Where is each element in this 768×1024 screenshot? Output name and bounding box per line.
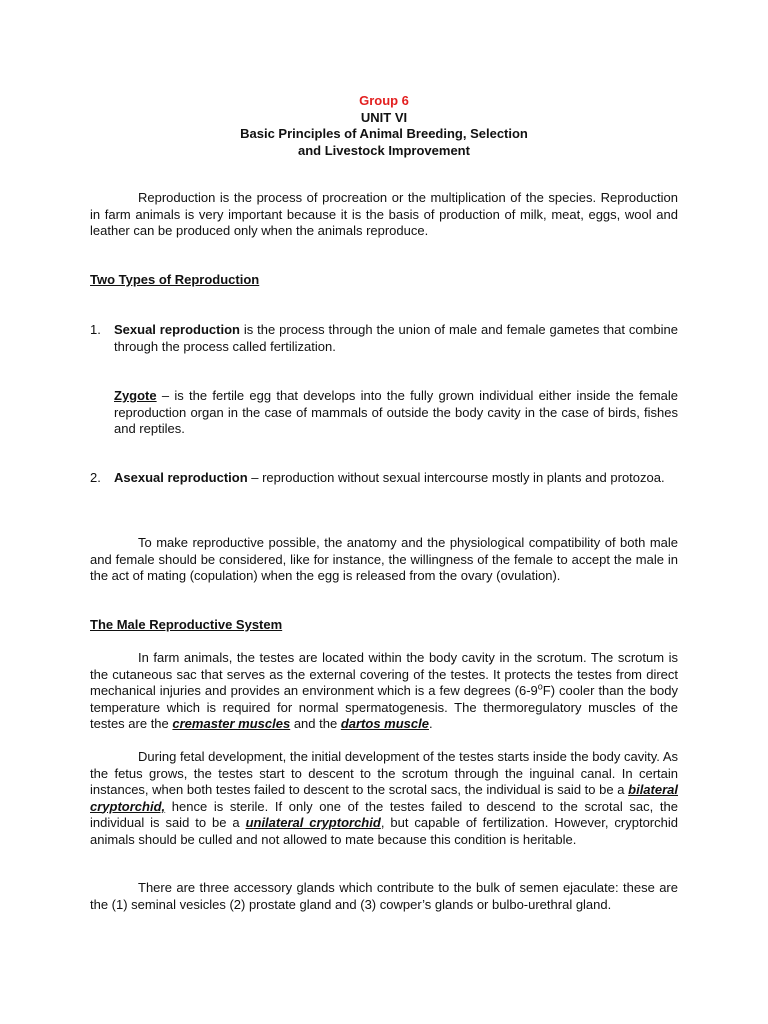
paragraph-text: and the bbox=[290, 716, 341, 731]
term-bilateral-cryptorchid: bilateral cryptorchid, bbox=[90, 782, 678, 814]
list-number: 1. bbox=[90, 322, 101, 337]
male-system-paragraph-3 bbox=[90, 880, 678, 913]
paragraph-text: During fetal development, the initial development of the testes starts inside the body cavity. As the fetus grows, the testes start to descent to the scrotum through the inguinal canal. In certain instances, when both testes failed to descent to the scrotal sacs, the individual is said to be a bbox=[90, 749, 678, 797]
unit-label: UNIT VI bbox=[360, 109, 408, 125]
term-sexual-reproduction: Sexual reproduction bbox=[114, 322, 240, 337]
paragraph-text: In farm animals, the testes are located within the body cavity in the scrotum. The scrotum is the cutaneous sac that serves as the external covering of the testes. It protects the testes from direct mechanical injuries and provides an environment which is a few degrees (6-9 bbox=[90, 650, 678, 698]
paragraph-text: F) cooler than the body temperature which is required for normal spermatogenesis. The thermoregulatory muscles of the testes are the bbox=[90, 683, 678, 731]
term-asexual-reproduction: Asexual reproduction bbox=[114, 470, 248, 485]
list-number: 2. bbox=[90, 470, 101, 485]
intro-text: Reproduction is the process of procreation or the multiplication of the species. Reproduction in farm animals is very important because it is the basis of production of milk, meat, eggs, wool and leather can be produced only when the animals reproduce. bbox=[90, 190, 678, 238]
section-heading-male-reproductive-system: The Male Reproductive System bbox=[90, 617, 283, 632]
list-item-asexual-reproduction bbox=[90, 470, 678, 487]
title-line-1: Basic Principles of Animal Breeding, Selection bbox=[240, 126, 528, 141]
paragraph-text: hence is sterile. If only one of the testes failed to descend to the scrotal sac, the individual is said to be a bbox=[90, 798, 678, 830]
term-cremaster-muscles: cremaster muscles bbox=[172, 716, 291, 731]
degree-superscript: o bbox=[537, 681, 543, 692]
male-system-paragraph-2 bbox=[90, 749, 678, 848]
group-label: Group 6 bbox=[359, 93, 409, 108]
asexual-reproduction-definition: – reproduction without sexual intercourse mostly in plants and protozoa. bbox=[247, 470, 665, 485]
term-zygote: Zygote bbox=[114, 388, 157, 403]
title-line-2: and Livestock Improvement bbox=[298, 142, 470, 158]
intro-paragraph bbox=[90, 190, 678, 240]
term-unilateral-cryptorchid: unilateral cryptorchid bbox=[245, 815, 381, 830]
closing-text: To make reproductive possible, the anatomy and the physiological compatibility of both male and female should be considered, like for instance, the willingness of the female to accept the male in the act of mating (copulation) when the egg is released from the ovary (ovulation). bbox=[90, 535, 678, 583]
accessory-glands-text: There are three accessory glands which contribute to the bulk of semen ejaculate: these are the (1) seminal vesicles (2) prostate gland and (3) cowper’s glands or bulbo-urethral gland. bbox=[90, 880, 678, 912]
zygote-text: – is the fertile egg that develops into the fully grown individual either inside the female reproduction organ in the case of mammals of outside the body cavity in the case of birds, fishes and reptiles. bbox=[114, 388, 678, 436]
male-system-paragraph-1 bbox=[90, 650, 678, 733]
list-item-sexual-reproduction bbox=[90, 322, 678, 355]
zygote-definition bbox=[114, 388, 678, 438]
document-title-block bbox=[0, 93, 768, 159]
term-dartos-muscle: dartos muscle bbox=[340, 716, 429, 731]
sexual-reproduction-definition: is the process through the union of male and female gametes that combine through the process called fertilization. bbox=[114, 322, 678, 354]
paragraph-text: , but capable of fertilization. However, cryptorchid animals should be culled and not allowed to mate because this condition is heritable. bbox=[90, 815, 678, 847]
reproduction-closing-paragraph bbox=[90, 535, 678, 585]
section-heading-reproduction-types: Two Types of Reproduction bbox=[90, 272, 260, 287]
paragraph-text: . bbox=[428, 716, 433, 731]
